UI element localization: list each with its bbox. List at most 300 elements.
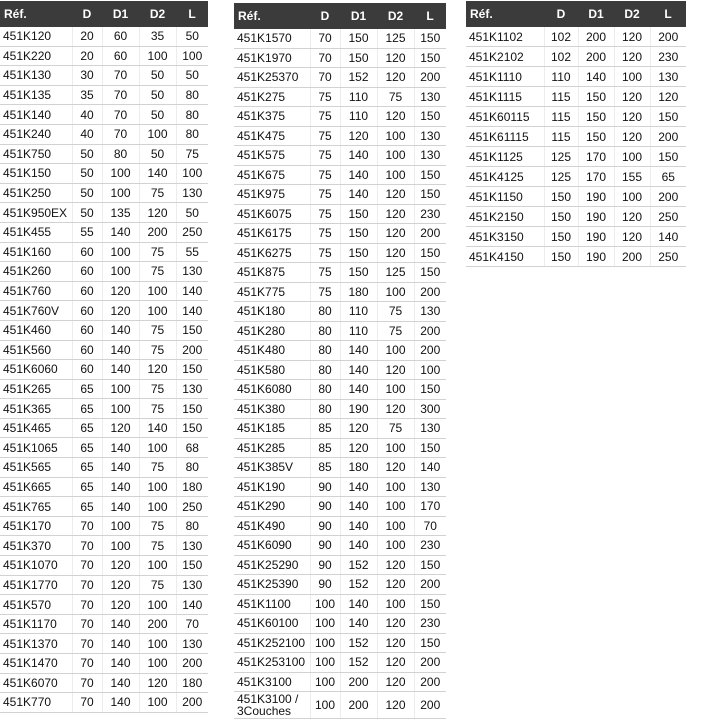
table-row <box>0 595 208 615</box>
cell-d: 90 <box>310 536 340 556</box>
cell-d1: 60 <box>102 27 139 46</box>
cell-l: 150 <box>176 418 208 438</box>
table-row <box>234 614 446 634</box>
cell-d2: 125 <box>377 29 414 48</box>
cell-l: 200 <box>414 692 446 719</box>
cell-d2: 100 <box>614 187 650 207</box>
cell-d2: 75 <box>139 340 176 360</box>
cell-d: 75 <box>310 263 340 283</box>
table-row <box>0 242 208 262</box>
cell-d: 75 <box>310 243 340 263</box>
header-ref: Réf. <box>234 3 310 29</box>
cell-d: 70 <box>72 634 102 654</box>
cell-d: 75 <box>310 185 340 205</box>
table-row <box>0 575 208 595</box>
cell-ref: 451K365 <box>0 399 72 419</box>
cell-l: 55 <box>176 242 208 262</box>
cell-l: 150 <box>650 147 686 167</box>
cell-d: 70 <box>72 536 102 556</box>
cell-d2: 200 <box>139 614 176 634</box>
cell-l: 130 <box>414 146 446 166</box>
cell-l: 130 <box>176 575 208 595</box>
cell-d: 80 <box>310 341 340 361</box>
cell-d2: 50 <box>139 66 176 86</box>
cell-l: 80 <box>176 124 208 144</box>
cell-d2: 155 <box>614 167 650 187</box>
cell-l: 250 <box>176 497 208 517</box>
table-row <box>0 693 208 713</box>
cell-l: 130 <box>176 183 208 203</box>
header-d2: D2 <box>377 3 414 29</box>
table-row <box>0 458 208 478</box>
table-row <box>0 418 208 438</box>
cell-ref: 451K61115 <box>466 127 544 147</box>
cell-ref: 451K1470 <box>0 654 72 674</box>
cell-d1: 110 <box>340 107 377 127</box>
cell-d1: 100 <box>102 379 139 399</box>
cell-l: 80 <box>176 516 208 536</box>
table-row <box>466 67 686 87</box>
table-row <box>0 105 208 125</box>
cell-l: 200 <box>414 341 446 361</box>
table-row <box>466 107 686 127</box>
cell-l: 230 <box>650 47 686 67</box>
cell-d2: 100 <box>139 281 176 301</box>
cell-d: 85 <box>310 419 340 439</box>
cell-ref: 451K1065 <box>0 438 72 458</box>
cell-d1: 180 <box>340 458 377 478</box>
cell-d1: 150 <box>340 48 377 68</box>
cell-l: 250 <box>650 207 686 227</box>
cell-d1: 140 <box>340 165 377 185</box>
cell-d: 50 <box>72 164 102 184</box>
cell-d: 90 <box>310 497 340 517</box>
cell-d: 50 <box>72 183 102 203</box>
cell-d1: 140 <box>340 341 377 361</box>
table-row <box>466 187 686 207</box>
header-l: L <box>176 1 208 27</box>
cell-ref: 451K1115 <box>466 87 544 107</box>
cell-d1: 120 <box>102 418 139 438</box>
cell-d1: 140 <box>102 458 139 478</box>
cell-d1: 120 <box>340 126 377 146</box>
cell-d: 70 <box>72 614 102 634</box>
cell-l: 150 <box>414 165 446 185</box>
cell-d: 75 <box>310 126 340 146</box>
cell-ref: 451K765 <box>0 497 72 517</box>
cell-l: 200 <box>414 282 446 302</box>
cell-ref: 451K2150 <box>466 207 544 227</box>
table-row <box>0 399 208 419</box>
cell-d: 85 <box>310 438 340 458</box>
table-row <box>234 438 446 458</box>
header-d1: D1 <box>102 1 139 27</box>
cell-d2: 140 <box>139 418 176 438</box>
cell-d2: 120 <box>614 227 650 247</box>
cell-d: 65 <box>72 418 102 438</box>
cell-d2: 120 <box>377 614 414 634</box>
cell-d: 102 <box>544 27 578 47</box>
table-row <box>0 85 208 105</box>
table-row <box>466 227 686 247</box>
cell-d: 100 <box>310 672 340 692</box>
cell-ref: 451K875 <box>234 263 310 283</box>
cell-d: 115 <box>544 87 578 107</box>
cell-d: 75 <box>310 204 340 224</box>
cell-ref: 451K375 <box>234 107 310 127</box>
cell-ref: 451K60115 <box>466 107 544 127</box>
cell-l: 200 <box>176 654 208 674</box>
cell-d: 150 <box>544 207 578 227</box>
cell-d2: 120 <box>614 127 650 147</box>
cell-d1: 190 <box>578 227 614 247</box>
cell-ref: 451K380 <box>234 399 310 419</box>
cell-d1: 120 <box>102 301 139 321</box>
cell-d1: 120 <box>340 419 377 439</box>
cell-l: 150 <box>414 185 446 205</box>
cell-d2: 100 <box>377 536 414 556</box>
cell-ref: 451K260 <box>0 262 72 282</box>
cell-d: 80 <box>310 360 340 380</box>
table-row <box>0 379 208 399</box>
cell-ref: 451K185 <box>234 419 310 439</box>
table-header-row <box>466 1 686 27</box>
cell-d1: 140 <box>340 477 377 497</box>
cell-ref: 451K460 <box>0 320 72 340</box>
cell-l: 200 <box>414 321 446 341</box>
table-row <box>234 536 446 556</box>
cell-ref: 451K6275 <box>234 243 310 263</box>
cell-l: 100 <box>176 46 208 66</box>
table-row <box>234 516 446 536</box>
cell-d: 60 <box>72 242 102 262</box>
cell-ref: 451K1770 <box>0 575 72 595</box>
cell-l: 150 <box>176 320 208 340</box>
cell-ref: 451K465 <box>0 418 72 438</box>
cell-d1: 120 <box>102 595 139 615</box>
cell-d2: 50 <box>139 144 176 164</box>
cell-ref: 451K120 <box>0 27 72 46</box>
cell-ref: 451K150 <box>0 164 72 184</box>
table-row <box>466 27 686 47</box>
cell-ref: 451K285 <box>234 438 310 458</box>
cell-ref: 451K250 <box>0 183 72 203</box>
table-row <box>0 281 208 301</box>
cell-d1: 140 <box>102 477 139 497</box>
table-row <box>234 204 446 224</box>
cell-l: 230 <box>414 536 446 556</box>
table-row <box>234 594 446 614</box>
cell-d1: 140 <box>102 320 139 340</box>
table-row <box>466 87 686 107</box>
table-row <box>234 419 446 439</box>
table-row <box>466 47 686 67</box>
cell-l: 130 <box>414 126 446 146</box>
table-row <box>0 673 208 693</box>
cell-d: 75 <box>310 87 340 107</box>
cell-l: 200 <box>414 575 446 595</box>
cell-d1: 100 <box>102 164 139 184</box>
header-d2: D2 <box>139 1 176 27</box>
table-row <box>0 634 208 654</box>
cell-ref: 451K6070 <box>0 673 72 693</box>
cell-d1: 70 <box>102 66 139 86</box>
cell-l: 140 <box>414 458 446 478</box>
cell-d2: 120 <box>614 107 650 127</box>
cell-d2: 120 <box>377 399 414 419</box>
cell-ref: 451K3100 / 3Couches <box>234 692 310 719</box>
reference-table-1 <box>0 1 208 713</box>
cell-d2: 120 <box>139 673 176 693</box>
cell-ref: 451K25370 <box>234 68 310 88</box>
cell-d1: 190 <box>340 399 377 419</box>
cell-d2: 120 <box>614 47 650 67</box>
table-row <box>0 66 208 86</box>
cell-d2: 75 <box>139 575 176 595</box>
cell-l: 200 <box>414 672 446 692</box>
cell-l: 80 <box>176 85 208 105</box>
cell-d2: 120 <box>377 107 414 127</box>
cell-ref: 451K252100 <box>234 633 310 653</box>
cell-d: 100 <box>310 594 340 614</box>
table-header-row <box>0 1 208 27</box>
cell-d2: 50 <box>139 105 176 125</box>
header-d: D <box>72 1 102 27</box>
cell-d1: 140 <box>340 185 377 205</box>
cell-d1: 180 <box>340 282 377 302</box>
cell-d1: 140 <box>340 614 377 634</box>
table-row <box>234 555 446 575</box>
cell-ref: 451K760V <box>0 301 72 321</box>
cell-ref: 451K475 <box>234 126 310 146</box>
table-row <box>0 320 208 340</box>
cell-d2: 75 <box>377 87 414 107</box>
cell-d2: 75 <box>139 379 176 399</box>
cell-l: 150 <box>414 263 446 283</box>
cell-d1: 110 <box>340 321 377 341</box>
cell-d2: 100 <box>139 46 176 66</box>
table-row <box>0 477 208 497</box>
cell-d: 75 <box>310 146 340 166</box>
cell-ref: 451K750 <box>0 144 72 164</box>
table-row <box>466 167 686 187</box>
cell-d: 150 <box>544 187 578 207</box>
table-row <box>234 29 446 48</box>
cell-d1: 120 <box>102 281 139 301</box>
cell-d1: 140 <box>340 146 377 166</box>
cell-ref: 451K25290 <box>234 555 310 575</box>
cell-d1: 140 <box>102 634 139 654</box>
table-row <box>0 124 208 144</box>
table-row <box>234 185 446 205</box>
header-d1: D1 <box>340 3 377 29</box>
cell-ref: 451K190 <box>234 477 310 497</box>
cell-d2: 50 <box>139 85 176 105</box>
table-row <box>466 127 686 147</box>
cell-d: 75 <box>310 165 340 185</box>
cell-ref: 451K6090 <box>234 536 310 556</box>
table-row <box>234 575 446 595</box>
table-row <box>234 68 446 88</box>
cell-d1: 70 <box>102 105 139 125</box>
cell-d: 150 <box>544 247 578 267</box>
cell-l: 200 <box>176 340 208 360</box>
cell-d2: 100 <box>139 634 176 654</box>
cell-l: 65 <box>650 167 686 187</box>
cell-ref: 451K950EX <box>0 203 72 223</box>
cell-ref: 451K220 <box>0 46 72 66</box>
cell-d2: 120 <box>377 185 414 205</box>
cell-l: 68 <box>176 438 208 458</box>
cell-d2: 100 <box>139 497 176 517</box>
table-row <box>234 263 446 283</box>
cell-l: 130 <box>176 536 208 556</box>
header-d2: D2 <box>614 1 650 27</box>
cell-d: 70 <box>310 68 340 88</box>
cell-d1: 170 <box>578 167 614 187</box>
cell-d: 90 <box>310 555 340 575</box>
cell-d1: 150 <box>578 127 614 147</box>
cell-d: 70 <box>72 654 102 674</box>
cell-d2: 75 <box>139 183 176 203</box>
table-row <box>466 247 686 267</box>
table-row <box>0 340 208 360</box>
cell-l: 140 <box>176 301 208 321</box>
cell-l: 100 <box>414 360 446 380</box>
table-row <box>234 692 446 719</box>
cell-l: 140 <box>176 595 208 615</box>
cell-d2: 100 <box>614 147 650 167</box>
cell-d2: 120 <box>614 27 650 47</box>
cell-d2: 100 <box>377 341 414 361</box>
cell-d: 65 <box>72 399 102 419</box>
cell-d2: 120 <box>377 68 414 88</box>
table-row <box>234 380 446 400</box>
cell-d: 60 <box>72 281 102 301</box>
cell-ref: 451K6060 <box>0 360 72 380</box>
cell-d2: 100 <box>139 693 176 713</box>
cell-d2: 100 <box>377 497 414 517</box>
cell-d1: 150 <box>340 204 377 224</box>
cell-d2: 200 <box>139 222 176 242</box>
cell-l: 130 <box>414 302 446 322</box>
cell-d2: 75 <box>377 302 414 322</box>
table-row <box>0 144 208 164</box>
table-row <box>234 360 446 380</box>
cell-l: 180 <box>176 477 208 497</box>
cell-ref: 451K975 <box>234 185 310 205</box>
cell-d1: 140 <box>102 693 139 713</box>
cell-d: 70 <box>72 693 102 713</box>
cell-ref: 451K60100 <box>234 614 310 634</box>
cell-d: 100 <box>310 614 340 634</box>
cell-l: 150 <box>414 594 446 614</box>
cell-ref: 451K580 <box>234 360 310 380</box>
cell-ref: 451K665 <box>0 477 72 497</box>
cell-d: 110 <box>544 67 578 87</box>
cell-d: 70 <box>72 673 102 693</box>
cell-d1: 140 <box>578 67 614 87</box>
cell-d1: 150 <box>340 243 377 263</box>
cell-d2: 100 <box>139 477 176 497</box>
cell-ref: 451K140 <box>0 105 72 125</box>
cell-d1: 152 <box>340 633 377 653</box>
cell-d: 30 <box>72 66 102 86</box>
cell-ref: 451K280 <box>234 321 310 341</box>
header-ref: Réf. <box>0 1 72 27</box>
cell-d: 80 <box>310 399 340 419</box>
cell-l: 150 <box>414 633 446 653</box>
cell-l: 150 <box>414 438 446 458</box>
cell-d1: 140 <box>340 497 377 517</box>
cell-l: 180 <box>176 673 208 693</box>
cell-d2: 100 <box>377 380 414 400</box>
cell-d1: 70 <box>102 124 139 144</box>
cell-d1: 140 <box>340 594 377 614</box>
cell-d1: 140 <box>102 360 139 380</box>
cell-ref: 451K25390 <box>234 575 310 595</box>
table-row <box>234 321 446 341</box>
cell-ref: 451K1370 <box>0 634 72 654</box>
cell-d: 85 <box>310 458 340 478</box>
cell-d2: 100 <box>377 165 414 185</box>
cell-d1: 140 <box>102 654 139 674</box>
cell-ref: 451K1070 <box>0 556 72 576</box>
cell-ref: 451K480 <box>234 341 310 361</box>
cell-l: 50 <box>176 66 208 86</box>
cell-ref: 451K1170 <box>0 614 72 634</box>
cell-d1: 140 <box>102 340 139 360</box>
cell-l: 200 <box>414 653 446 673</box>
cell-ref: 451K275 <box>234 87 310 107</box>
header-d: D <box>544 1 578 27</box>
cell-d2: 120 <box>377 458 414 478</box>
cell-d1: 100 <box>102 262 139 282</box>
cell-d2: 100 <box>139 301 176 321</box>
cell-l: 230 <box>414 614 446 634</box>
cell-l: 200 <box>414 224 446 244</box>
cell-d1: 140 <box>340 536 377 556</box>
cell-ref: 451K4150 <box>466 247 544 267</box>
cell-l: 150 <box>414 48 446 68</box>
table-row <box>0 654 208 674</box>
cell-d1: 140 <box>340 380 377 400</box>
header-l: L <box>650 1 686 27</box>
cell-d1: 150 <box>340 224 377 244</box>
cell-ref: 451K565 <box>0 458 72 478</box>
cell-d: 35 <box>72 85 102 105</box>
table-row <box>234 497 446 517</box>
cell-d: 65 <box>72 477 102 497</box>
cell-ref: 451K6075 <box>234 204 310 224</box>
cell-d2: 75 <box>377 321 414 341</box>
cell-d2: 75 <box>139 242 176 262</box>
cell-d: 80 <box>310 380 340 400</box>
cell-d: 80 <box>310 302 340 322</box>
table-row <box>0 516 208 536</box>
table-row <box>234 87 446 107</box>
table-row <box>234 672 446 692</box>
cell-ref: 451K6080 <box>234 380 310 400</box>
header-ref: Réf. <box>466 1 544 27</box>
cell-d1: 120 <box>340 438 377 458</box>
cell-d: 55 <box>72 222 102 242</box>
cell-l: 130 <box>414 87 446 107</box>
cell-l: 250 <box>176 222 208 242</box>
cell-l: 75 <box>176 144 208 164</box>
cell-d: 65 <box>72 438 102 458</box>
cell-d2: 120 <box>377 692 414 719</box>
